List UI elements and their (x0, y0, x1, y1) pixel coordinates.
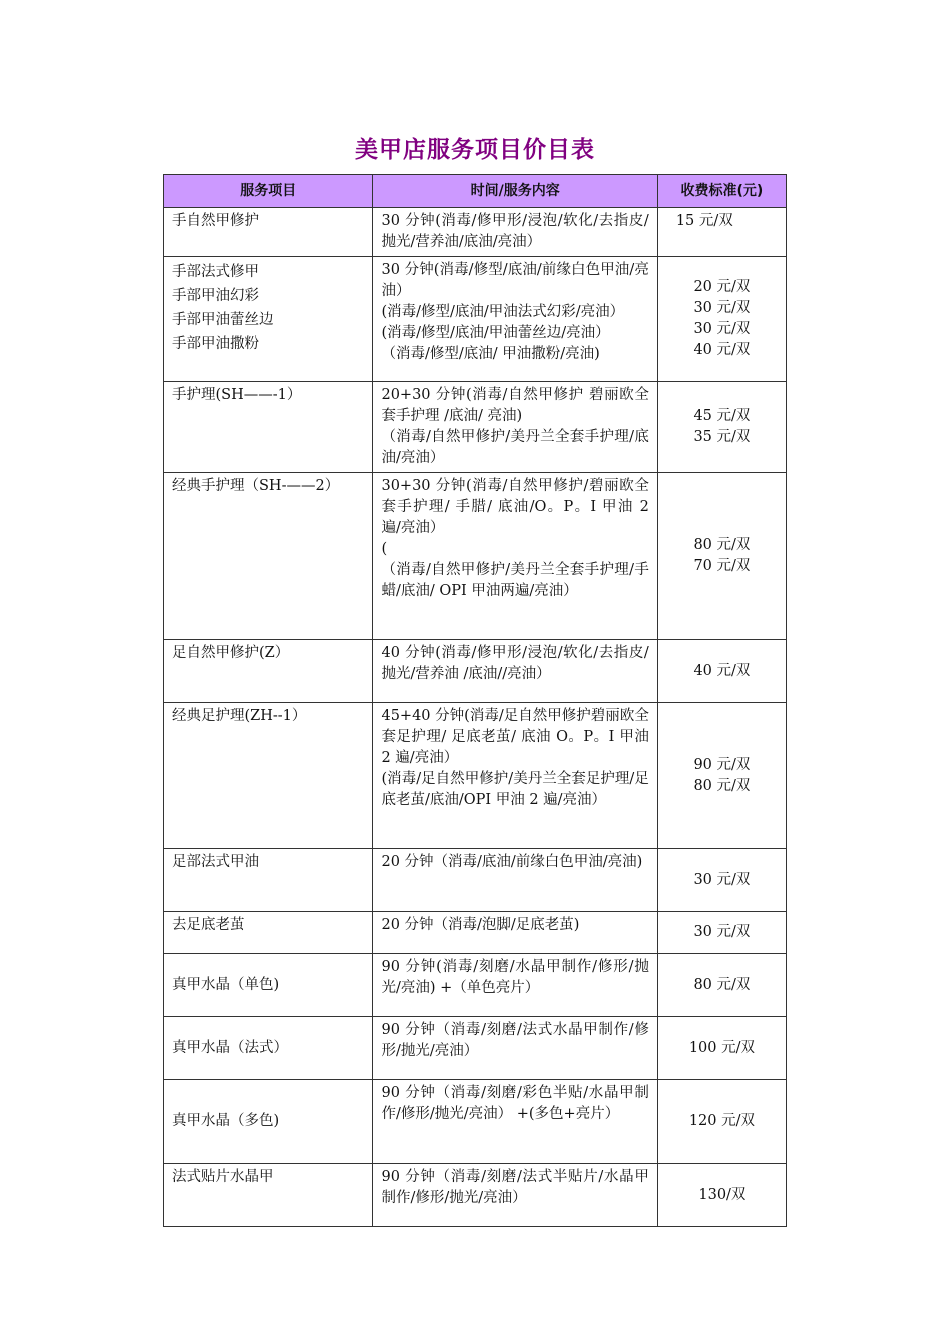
price-text: 80 元/双 (693, 976, 751, 993)
price-text: 80 元/双 (693, 777, 751, 794)
content-cell (373, 912, 657, 954)
item-name: 经典足护理(ZH--1） (172, 708, 307, 724)
content-cell (373, 954, 657, 1017)
item-name: 手部甲油蕾丝边 (172, 312, 274, 328)
content-cell (373, 473, 657, 640)
price-text: 70 元/双 (693, 558, 751, 574)
price-cell (657, 208, 786, 257)
content-text: 90 分钟（消毒/刻磨/法式水晶甲制作/修形/抛光/亮油） (381, 1022, 649, 1059)
item-name: 足部法式甲油 (172, 854, 259, 870)
price-text: 15 元/双 (675, 213, 733, 229)
item-cell (164, 1080, 373, 1164)
content-text: 20 分钟（消毒/底油/前缘白色甲油/亮油) (381, 854, 643, 870)
item-cell (164, 382, 373, 473)
price-cell (657, 257, 786, 382)
table-row (164, 1080, 787, 1164)
price-text: 40 元/双 (693, 662, 751, 679)
item-name: 手护理(SH——-1） (172, 387, 302, 403)
content-text: 30 分钟(消毒/修甲形/浸泡/软化/去指皮/抛光/营养油/底油/亮油） (381, 213, 649, 250)
price-cell (657, 954, 786, 1017)
price-cell (657, 703, 786, 849)
item-name: 真甲水晶（法式） (172, 1039, 288, 1056)
price-text: 20 元/双 (693, 279, 751, 295)
price-cell (657, 382, 786, 473)
content-cell (373, 849, 657, 912)
item-cell (164, 208, 373, 257)
content-text: 45+40 分钟(消毒/足自然甲修护碧丽欧全套足护理/ 足底老茧/ 底油 O。P。I 甲油 2 遍/亮油） (381, 708, 649, 766)
item-cell (164, 473, 373, 640)
content-text: 90 分钟(消毒/刻磨/水晶甲制作/修形/抛光/亮油) +（单色亮片） (381, 959, 649, 996)
price-text: 30 元/双 (693, 924, 751, 940)
item-name: 经典手护理（SH-——2） (172, 478, 340, 494)
content-text: 40 分钟(消毒/修甲形/浸泡/软化/去指皮/抛光/营养油 /底油//亮油） (381, 645, 649, 682)
table-row (164, 849, 787, 912)
content-text: （消毒/自然甲修护/美丹兰全套手护理/手蜡/底油/ OPI 甲油两遍/亮油） (381, 562, 649, 599)
price-table (163, 174, 787, 1227)
content-text: (消毒/修型/底油/甲油法式幻彩/亮油） (381, 304, 625, 320)
header-item: 服务项目 (164, 175, 373, 208)
page-title: 美甲店服务项目价目表 (355, 137, 595, 163)
item-name: 足自然甲修护(Z） (172, 645, 290, 661)
content-cell (373, 382, 657, 473)
price-text: 100 元/双 (688, 1039, 755, 1056)
price-text: 90 元/双 (693, 756, 751, 773)
price-text: 30 元/双 (693, 321, 751, 337)
content-cell (373, 1080, 657, 1164)
price-text: 45 元/双 (693, 408, 751, 424)
price-text: 30 元/双 (693, 300, 751, 316)
item-name: 手部甲油撒粉 (172, 336, 259, 352)
content-cell (373, 257, 657, 382)
item-cell (164, 954, 373, 1017)
table-row (164, 954, 787, 1017)
content-cell (373, 1017, 657, 1080)
item-name: 手部法式修甲 (172, 264, 259, 280)
price-cell (657, 1080, 786, 1164)
content-text: 90 分钟（消毒/刻磨/彩色半贴/水晶甲制作/修形/抛光/亮油） +(多色+亮片） (381, 1085, 649, 1122)
content-text: （消毒/修型/底油/ 甲油撒粉/亮油) (381, 346, 600, 362)
item-cell (164, 640, 373, 703)
price-cell (657, 912, 786, 954)
content-cell (373, 1164, 657, 1227)
item-name: 法式贴片水晶甲 (172, 1169, 274, 1185)
content-text: 30+30 分钟(消毒/自然甲修护/碧丽欧全套手护理/ 手腊/ 底油/O。P。I 甲油 2 遍/亮油） (381, 478, 649, 536)
content-text: （消毒/自然甲修护/美丹兰全套手护理/底油/亮油） (381, 429, 649, 466)
header-content: 时间/服务内容 (373, 175, 657, 208)
content-text: 20+30 分钟(消毒/自然甲修护 碧丽欧全套手护理 /底油/ 亮油) (381, 387, 649, 424)
item-name: 去足底老茧 (172, 917, 245, 933)
price-cell (657, 640, 786, 703)
table-row (164, 382, 787, 473)
table-row (164, 208, 787, 257)
table-row (164, 640, 787, 703)
content-text: 90 分钟（消毒/刻磨/法式半贴片/水晶甲制作/修形/抛光/亮油） (381, 1169, 649, 1206)
content-text: (消毒/修型/底油/甲油蕾丝边/亮油） (381, 325, 610, 341)
price-text: 40 元/双 (693, 342, 751, 358)
price-text: 130/双 (698, 1186, 746, 1203)
item-cell (164, 1017, 373, 1080)
content-cell (373, 208, 657, 257)
item-name: 手自然甲修护 (172, 213, 259, 229)
price-text: 30 元/双 (693, 871, 751, 888)
price-cell (657, 1164, 786, 1227)
content-cell (373, 703, 657, 849)
table-row (164, 703, 787, 849)
header-price: 收费标准(元) (657, 175, 786, 208)
item-name: 真甲水晶（多色) (172, 1113, 280, 1129)
table-row (164, 1017, 787, 1080)
price-text: 80 元/双 (693, 537, 751, 553)
content-text: 30 分钟(消毒/修型/底油/前缘白色甲油/亮油） (381, 262, 649, 299)
price-text: 35 元/双 (693, 429, 751, 445)
content-text: ( (381, 541, 388, 557)
price-cell (657, 1017, 786, 1080)
price-cell (657, 849, 786, 912)
content-text: 20 分钟（消毒/泡脚/足底老茧) (381, 917, 580, 933)
item-cell (164, 912, 373, 954)
item-cell (164, 849, 373, 912)
item-cell (164, 257, 373, 382)
table-row (164, 1164, 787, 1227)
item-cell (164, 1164, 373, 1227)
content-cell (373, 640, 657, 703)
table-row (164, 257, 787, 382)
price-cell (657, 473, 786, 640)
item-name: 真甲水晶（单色) (172, 976, 280, 993)
item-name: 手部甲油幻彩 (172, 288, 259, 304)
content-text: (消毒/足自然甲修护/美丹兰全套足护理/足底老茧/底油/OPI 甲油 2 遍/亮油） (381, 771, 649, 808)
price-text: 120 元/双 (688, 1113, 755, 1129)
item-cell (164, 703, 373, 849)
table-row (164, 912, 787, 954)
table-row (164, 473, 787, 640)
table-header-row (164, 175, 787, 208)
